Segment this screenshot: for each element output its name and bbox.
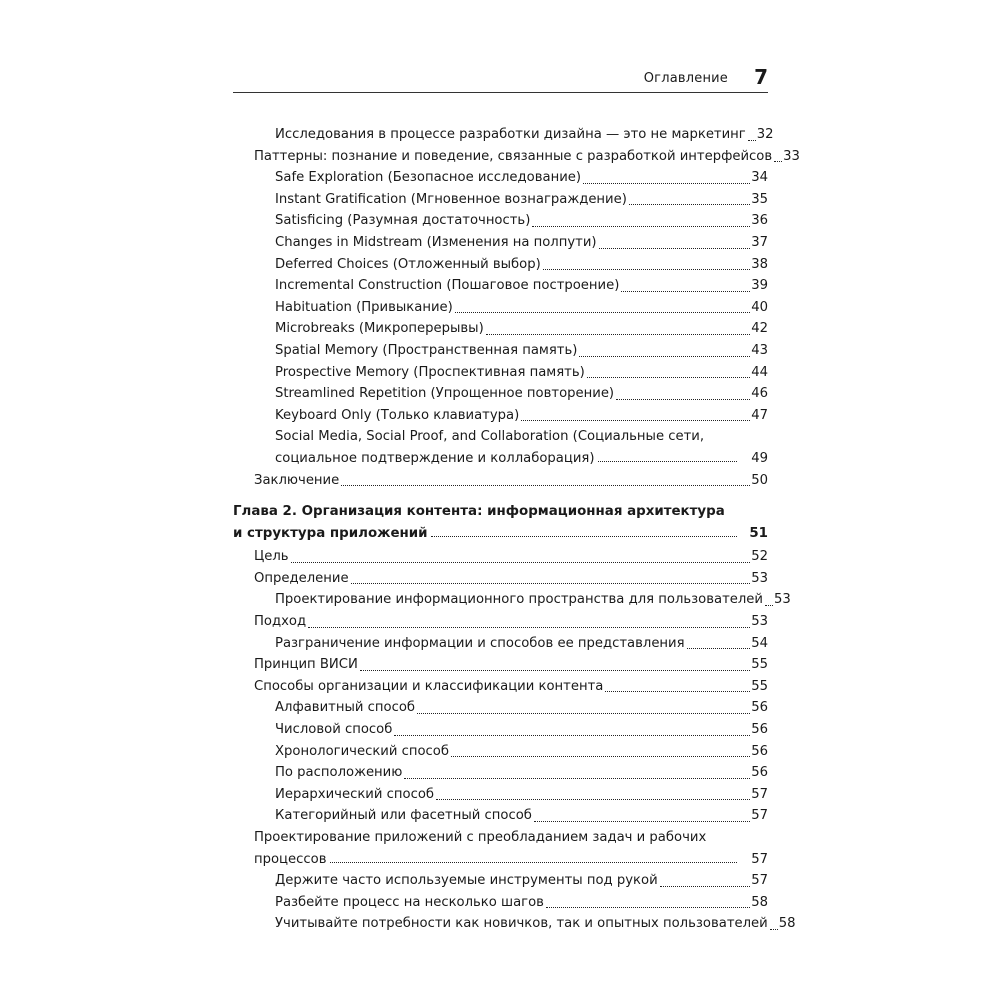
dot-leader <box>543 269 750 270</box>
toc-entry-page: 42 <box>751 321 768 337</box>
dot-leader <box>360 670 750 671</box>
toc-entry <box>233 297 768 319</box>
toc-entry-page: 32 <box>756 127 774 142</box>
toc-entry <box>233 146 800 168</box>
toc-entry <box>233 870 768 892</box>
toc-entry-page: 46 <box>751 386 768 402</box>
toc-entry-title: Алфавитный способ <box>275 700 416 716</box>
toc-entry-title: Keyboard Only (Только клавиатура) <box>275 407 520 423</box>
toc-entry <box>233 784 768 806</box>
toc-entry-page: 55 <box>751 678 768 694</box>
toc-entry-title: Паттерны: познание и поведение, связанные с разработкой интерфейсов <box>254 148 773 164</box>
toc-entry-page: 56 <box>751 765 768 781</box>
toc-entry-title: Определение <box>254 570 349 586</box>
toc-entry-title: Satisficing (Разумная достаточность) <box>275 213 531 229</box>
toc-entry <box>233 232 768 254</box>
toc-entry <box>233 697 768 719</box>
toc-entry-page: 56 <box>751 743 768 759</box>
toc-entry-page: 37 <box>751 234 768 250</box>
toc-entry <box>233 167 768 189</box>
toc-entry-title: Instant Gratification (Мгновенное вознаграждение) <box>275 191 627 207</box>
toc-entry-title: Держите часто используемые инструменты под рукой <box>275 873 658 889</box>
toc-entry-title: Social Media, Social Proof, and Collaboration (Социальные сети, социальное подтверждение и коллаборация) <box>275 429 705 466</box>
dot-leader <box>455 312 750 313</box>
dot-leader <box>583 183 750 184</box>
toc-entry <box>233 275 768 297</box>
toc-entry-page: 57 <box>751 808 768 824</box>
toc-entry-page: 55 <box>751 657 768 673</box>
toc-entry <box>233 470 768 492</box>
toc-entry <box>233 546 768 568</box>
toc-entry-page: 57 <box>751 786 768 802</box>
toc-entry <box>233 568 768 590</box>
toc-entry-page: 56 <box>751 722 768 738</box>
toc-entry-title: Microbreaks (Микроперерывы) <box>275 321 484 337</box>
toc-entry-page: 50 <box>751 472 768 488</box>
toc-entry-page: 36 <box>751 213 768 229</box>
dot-leader <box>748 140 756 141</box>
dot-leader <box>417 713 750 714</box>
toc-entry-page: 56 <box>751 700 768 716</box>
dot-leader <box>394 735 750 736</box>
toc-entry-title: Категорийный или фасетный способ <box>275 808 532 824</box>
dot-leader <box>436 799 750 800</box>
toc-entry-title: Spatial Memory (Пространственная память) <box>275 342 578 358</box>
toc-entry-title: Prospective Memory (Проспективная память) <box>275 364 585 380</box>
toc-entry-title: Хронологический способ <box>275 743 450 759</box>
dot-leader <box>599 248 751 249</box>
dot-leader <box>351 583 751 584</box>
toc-entry-page: 57 <box>751 851 768 867</box>
toc-entry-title: Safe Exploration (Безопасное исследование) <box>275 170 582 186</box>
toc-entry-title: Цель <box>254 549 289 565</box>
toc-entry <box>233 719 768 741</box>
toc-entry-page: 53 <box>751 570 768 586</box>
toc-entry <box>233 676 768 698</box>
toc-entry <box>233 189 768 211</box>
toc-entry <box>233 318 768 340</box>
toc-entry-title: Исследования в процессе разработки дизайна — это не маркетинг <box>275 127 746 142</box>
dot-leader <box>404 778 750 779</box>
dot-leader <box>341 485 750 486</box>
toc-entry-title: Habituation (Привыкание) <box>275 299 453 315</box>
toc-entry-page: 58 <box>778 916 796 932</box>
dot-leader <box>587 377 750 378</box>
toc-entry <box>233 254 768 276</box>
toc-entry <box>233 892 768 914</box>
toc-entry-title: Streamlined Repetition (Упрощенное повторение) <box>275 386 615 402</box>
toc-entry-title: Проектирование приложений с преобладанием задач и рабочих процессов <box>254 830 707 867</box>
dot-leader <box>660 886 751 887</box>
toc-entry <box>233 383 768 405</box>
toc-entry <box>233 405 768 427</box>
toc-entry-title: Deferred Choices (Отложенный выбор) <box>275 256 541 272</box>
toc-entry-title: Разбейте процесс на несколько шагов <box>275 894 544 910</box>
toc-entry-page: 57 <box>751 873 768 889</box>
toc-entry-page: 49 <box>751 450 768 466</box>
dot-leader <box>431 535 737 537</box>
dot-leader <box>308 627 750 628</box>
toc-entry <box>233 589 791 611</box>
toc-entry-page: 38 <box>751 256 768 272</box>
dot-leader <box>621 291 750 292</box>
toc-entry <box>233 805 768 827</box>
dot-leader <box>579 356 750 357</box>
toc-entry-page: 51 <box>749 525 768 541</box>
dot-leader <box>546 907 750 908</box>
toc-entry <box>233 124 774 146</box>
toc-entry-title: Принцип ВИСИ <box>254 657 358 673</box>
toc-chapter-entry <box>233 501 768 544</box>
toc-entry-page: 40 <box>751 299 768 315</box>
toc-entry-page: 33 <box>783 148 800 164</box>
toc-entry <box>233 741 768 763</box>
toc-entry <box>233 762 768 784</box>
toc-entry-title: По расположению <box>275 765 403 781</box>
dot-leader <box>486 334 750 335</box>
toc-entry <box>233 654 768 676</box>
toc-entry <box>233 210 768 232</box>
toc-entry-title: Учитывайте потребности как новичков, так и опытных пользователей <box>275 916 768 932</box>
dot-leader <box>330 861 738 863</box>
page-number: 7 <box>754 65 768 89</box>
toc-entry-page: 58 <box>751 894 768 910</box>
toc-entry-title: Числовой способ <box>275 722 393 738</box>
toc-entry-title: Разграничение информации и способов ее представления <box>275 635 685 651</box>
dot-leader <box>770 929 778 930</box>
dot-leader <box>532 226 750 227</box>
toc-entry-page: 53 <box>751 614 768 630</box>
toc-entry-title: Способы организации и классификации контента <box>254 678 604 694</box>
toc-entry <box>233 633 768 655</box>
dot-leader <box>521 420 750 421</box>
dot-leader <box>291 562 751 563</box>
dot-leader <box>534 821 750 822</box>
toc-entry-title: Иерархический способ <box>275 786 435 802</box>
toc-entry-page: 44 <box>751 364 768 380</box>
toc-entry-page: 54 <box>751 635 768 651</box>
dot-leader <box>687 648 751 649</box>
toc-entry-page: 34 <box>751 170 768 186</box>
toc-entry-title: Заключение <box>254 472 340 488</box>
toc-entry-title: Changes in Midstream (Изменения на полпути) <box>275 234 597 250</box>
dot-leader <box>598 460 737 462</box>
dot-leader <box>451 756 750 757</box>
toc-entry <box>233 426 768 469</box>
toc-entry-title: Глава 2. Организация контента: информационная архитектура и структура приложений <box>233 504 725 541</box>
toc-entry-page: 47 <box>751 407 768 423</box>
dot-leader <box>605 691 750 692</box>
toc-entry-title: Проектирование информационного пространства для пользователей <box>275 592 763 608</box>
toc-entry-page: 35 <box>751 191 768 207</box>
dot-leader <box>629 204 750 205</box>
dot-leader <box>765 605 773 606</box>
running-header <box>233 66 768 93</box>
toc-entry-page: 39 <box>751 278 768 294</box>
toc-entry-title: Incremental Construction (Пошаговое построение) <box>275 278 620 294</box>
toc-entry-page: 52 <box>751 549 768 565</box>
toc-entry <box>233 611 768 633</box>
toc-entry-title: Подход <box>254 614 307 630</box>
toc-entry-page: 43 <box>751 342 768 358</box>
toc-entry <box>233 340 768 362</box>
toc-entry <box>233 827 768 870</box>
running-header-title: Оглавление <box>643 71 728 86</box>
toc-entry <box>233 913 796 935</box>
toc-entry-page: 53 <box>773 592 791 608</box>
table-of-contents <box>233 124 800 935</box>
dot-leader <box>616 399 750 400</box>
toc-entry <box>233 362 768 384</box>
dot-leader <box>774 161 782 162</box>
